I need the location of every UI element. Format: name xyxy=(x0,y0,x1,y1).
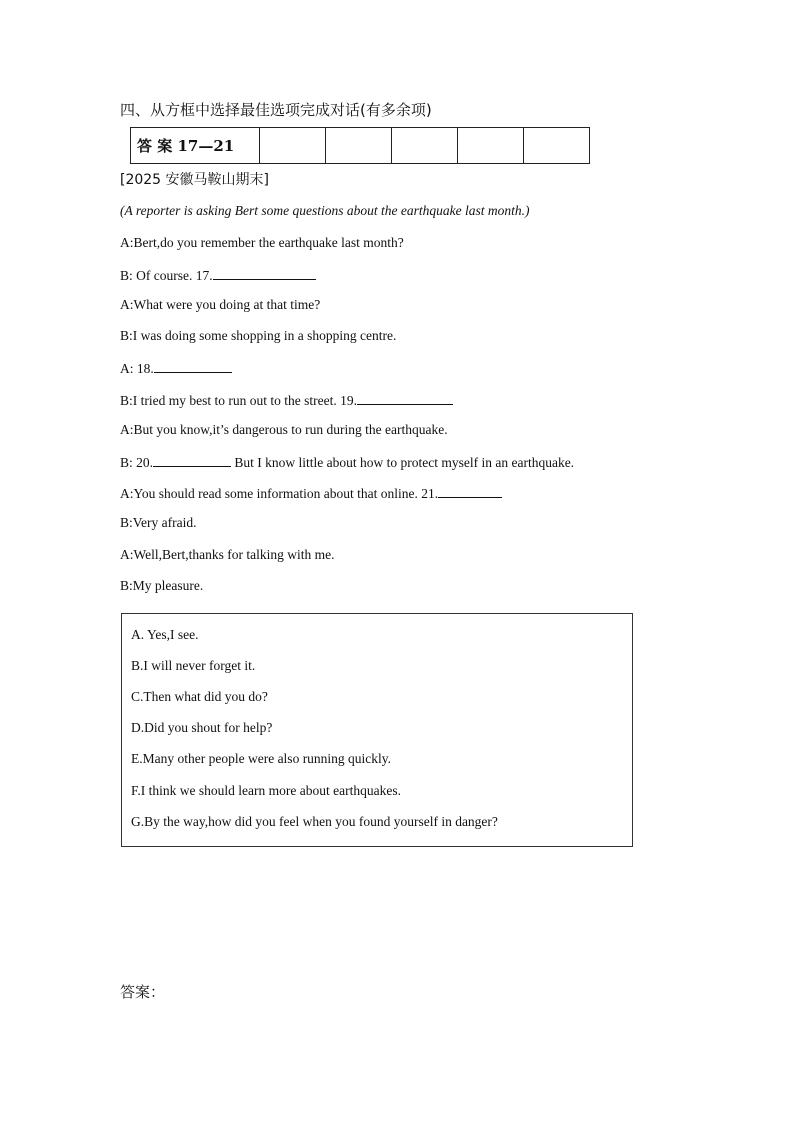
option-d: D.Did you shout for help? xyxy=(131,720,273,735)
dialogue-line-8: B: 20. But I know little about how to protect myself in an earthquake. xyxy=(120,452,574,472)
dialogue-line-9: A:You should read some information about that online. 21. xyxy=(120,483,502,503)
dialogue-line-3: A:What were you doing at that time? xyxy=(120,297,321,312)
options-box xyxy=(121,613,633,847)
answer-table-label: 答 案 17—21 xyxy=(131,128,260,164)
option-f: F.I think we should learn more about earthquakes. xyxy=(131,783,401,798)
answer-cell-19[interactable] xyxy=(392,128,458,164)
dialogue-line-7: A:But you know,it’s dangerous to run during the earthquake. xyxy=(120,422,448,437)
answer-label: 答案： xyxy=(120,983,166,1001)
option-g: G.By the way,how did you feel when you found yourself in danger? xyxy=(131,814,498,829)
blank-21[interactable] xyxy=(438,483,502,498)
dialogue-line-1: A:Bert,do you remember the earthquake last month? xyxy=(120,235,404,250)
answer-cell-21[interactable] xyxy=(524,128,590,164)
dialogue-line-10: B:Very afraid. xyxy=(120,515,197,530)
blank-19[interactable] xyxy=(357,390,453,405)
option-e: E.Many other people were also running quickly. xyxy=(131,751,392,766)
dialogue-line-2: B: Of course. 17. xyxy=(120,265,316,285)
blank-18[interactable] xyxy=(154,358,232,373)
option-b: B.I will never forget it. xyxy=(131,658,256,673)
answer-table xyxy=(130,127,590,164)
option-a: A. Yes,I see. xyxy=(131,627,199,642)
answer-cell-18[interactable] xyxy=(326,128,392,164)
section-heading: 四、从方框中选择最佳选项完成对话(有多余项) xyxy=(120,101,432,119)
dialogue-intro: (A reporter is asking Bert some questions about the earthquake last month.) xyxy=(120,203,530,218)
answer-cell-17[interactable] xyxy=(260,128,326,164)
dialogue-line-5: A: 18. xyxy=(120,358,232,378)
dialogue-line-6: B:I tried my best to run out to the street. 19. xyxy=(120,390,453,410)
blank-20[interactable] xyxy=(153,452,231,467)
dialogue-line-11: A:Well,Bert,thanks for talking with me. xyxy=(120,547,335,562)
dialogue-line-12: B:My pleasure. xyxy=(120,578,204,593)
blank-17[interactable] xyxy=(213,265,316,280)
source-note: [2025 安徽马鞍山期末] xyxy=(120,172,270,188)
answer-cell-20[interactable] xyxy=(458,128,524,164)
option-c: C.Then what did you do? xyxy=(131,689,268,704)
dialogue-line-4: B:I was doing some shopping in a shopping centre. xyxy=(120,328,397,343)
